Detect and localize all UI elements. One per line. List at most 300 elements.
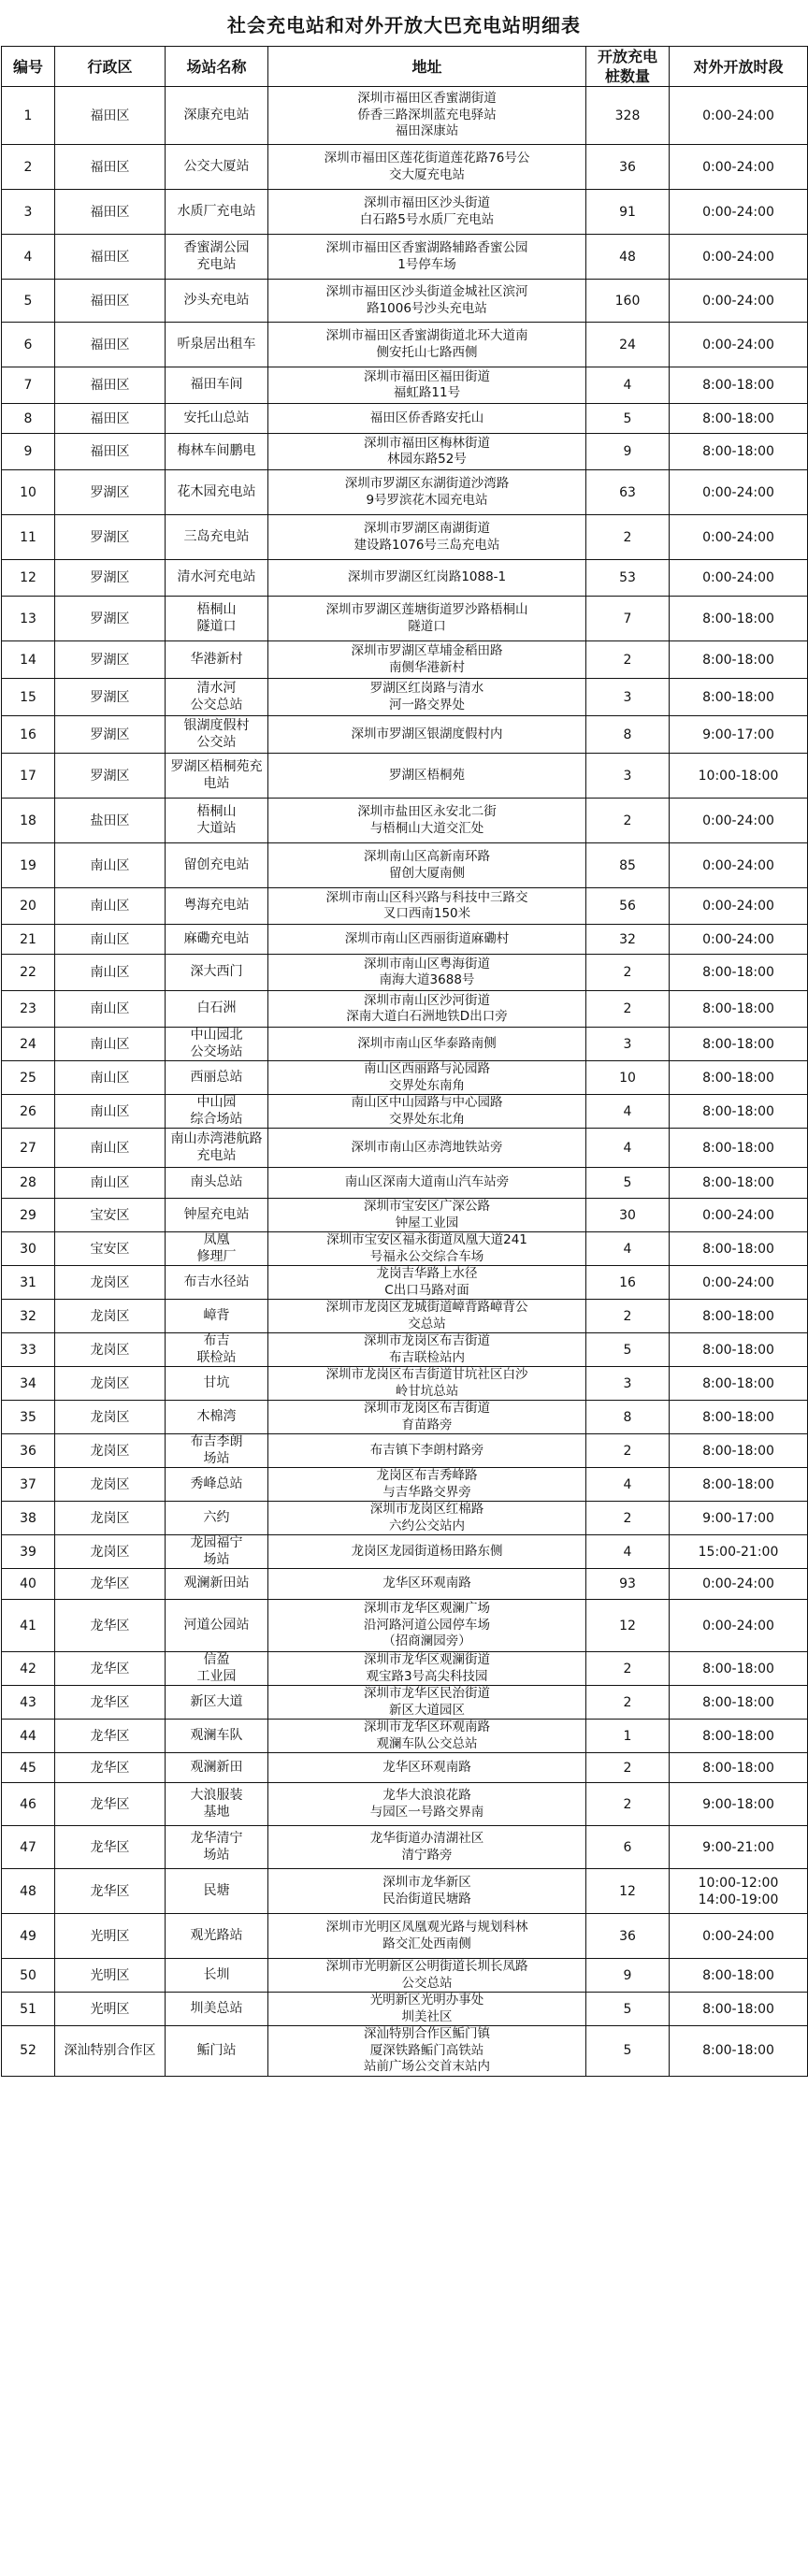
cell-station: 长圳 [166, 1959, 268, 1993]
table-row [2, 991, 808, 1028]
cell-address: 深圳市宝安区福永街道凤凰大道241 号福永公交综合车场 [268, 1232, 586, 1266]
cell-hours: 0:00-24:00 [670, 515, 808, 560]
cell-address: 南山区深南大道南山汽车站旁 [268, 1168, 586, 1199]
cell-address: 龙华区环观南路 [268, 1753, 586, 1783]
cell-address: 深圳市南山区沙河街道 深南大道白石洲地铁D出口旁 [268, 991, 586, 1028]
cell-no: 18 [2, 799, 55, 843]
cell-district: 罗湖区 [55, 641, 166, 679]
cell-no: 25 [2, 1061, 55, 1095]
table-row [2, 515, 808, 560]
cell-district: 罗湖区 [55, 597, 166, 641]
table-row [2, 1535, 808, 1569]
cell-district: 南山区 [55, 1129, 166, 1168]
cell-no: 35 [2, 1401, 55, 1434]
cell-hours: 8:00-18:00 [670, 1434, 808, 1468]
cell-address: 深圳市南山区赤湾地铁站旁 [268, 1129, 586, 1168]
cell-district: 龙华区 [55, 1652, 166, 1686]
cell-station: 南头总站 [166, 1168, 268, 1199]
cell-hours: 9:00-17:00 [670, 716, 808, 754]
cell-no: 6 [2, 323, 55, 367]
cell-address: 深圳市罗湖区莲塘街道罗沙路梧桐山 隧道口 [268, 597, 586, 641]
table-row [2, 145, 808, 190]
cell-address: 福田区侨香路安托山 [268, 404, 586, 434]
cell-hours: 8:00-18:00 [670, 991, 808, 1028]
cell-station: 民塘 [166, 1869, 268, 1914]
table-row [2, 1061, 808, 1095]
cell-piles: 2 [586, 1652, 670, 1686]
cell-no: 9 [2, 434, 55, 470]
cell-piles: 5 [586, 2026, 670, 2077]
cell-address: 龙华区环观南路 [268, 1569, 586, 1600]
cell-district: 龙华区 [55, 1600, 166, 1652]
cell-address: 深圳市龙华区环观南路 观澜车队公交总站 [268, 1720, 586, 1753]
cell-station: 秀峰总站 [166, 1468, 268, 1502]
cell-address: 深圳市龙华区民治街道 新区大道园区 [268, 1686, 586, 1720]
cell-hours: 8:00-18:00 [670, 1095, 808, 1129]
cell-station: 观澜新田站 [166, 1569, 268, 1600]
cell-hours: 0:00-24:00 [670, 1914, 808, 1959]
cell-district: 罗湖区 [55, 470, 166, 515]
cell-no: 39 [2, 1535, 55, 1569]
cell-no: 28 [2, 1168, 55, 1199]
cell-district: 福田区 [55, 145, 166, 190]
cell-address: 深圳市福田区福田街道 福虹路11号 [268, 367, 586, 404]
cell-address: 龙岗区布吉秀峰路 与吉华路交界旁 [268, 1468, 586, 1502]
cell-piles: 6 [586, 1826, 670, 1869]
cell-no: 23 [2, 991, 55, 1028]
cell-address: 深圳南山区高新南环路 留创大厦南侧 [268, 843, 586, 888]
cell-no: 33 [2, 1333, 55, 1367]
cell-hours: 0:00-24:00 [670, 280, 808, 323]
cell-hours: 8:00-18:00 [670, 2026, 808, 2077]
table-row [2, 1720, 808, 1753]
cell-piles: 36 [586, 1914, 670, 1959]
cell-piles: 10 [586, 1061, 670, 1095]
cell-district: 南山区 [55, 1168, 166, 1199]
table-row [2, 190, 808, 235]
cell-station: 甘坑 [166, 1367, 268, 1401]
cell-hours: 15:00-21:00 [670, 1535, 808, 1569]
table-row [2, 799, 808, 843]
cell-address: 深圳市龙岗区布吉街道甘坑社区白沙 岭甘坑总站 [268, 1367, 586, 1401]
cell-district: 福田区 [55, 87, 166, 145]
cell-district: 罗湖区 [55, 679, 166, 716]
cell-station: 观光路站 [166, 1914, 268, 1959]
cell-piles: 93 [586, 1569, 670, 1600]
cell-address: 深汕特别合作区鲘门镇 厦深铁路鲘门高铁站 站前广场公交首末站内 [268, 2026, 586, 2077]
cell-hours: 8:00-18:00 [670, 1720, 808, 1753]
cell-piles: 4 [586, 1535, 670, 1569]
table-row [2, 679, 808, 716]
cell-station: 福田车间 [166, 367, 268, 404]
cell-hours: 0:00-24:00 [670, 235, 808, 280]
cell-address: 深圳市罗湖区草埔金稻田路 南侧华港新村 [268, 641, 586, 679]
cell-address: 深圳市光明区凤凰观光路与规划科林 路交汇处西南侧 [268, 1914, 586, 1959]
cell-piles: 24 [586, 323, 670, 367]
cell-station: 南山赤湾港航路 充电站 [166, 1129, 268, 1168]
cell-no: 45 [2, 1753, 55, 1783]
table-row [2, 1652, 808, 1686]
cell-piles: 9 [586, 1959, 670, 1993]
cell-address: 深圳市龙岗区布吉街道 布吉联检站内 [268, 1333, 586, 1367]
table-row [2, 597, 808, 641]
cell-hours: 8:00-18:00 [670, 1686, 808, 1720]
cell-station: 观澜车队 [166, 1720, 268, 1753]
cell-hours: 0:00-24:00 [670, 1199, 808, 1232]
cell-address: 龙华街道办清湖社区 清宁路旁 [268, 1826, 586, 1869]
table-row [2, 280, 808, 323]
cell-district: 龙华区 [55, 1826, 166, 1869]
cell-hours: 0:00-24:00 [670, 323, 808, 367]
cell-no: 26 [2, 1095, 55, 1129]
cell-piles: 30 [586, 1199, 670, 1232]
cell-piles: 5 [586, 1168, 670, 1199]
cell-district: 光明区 [55, 1914, 166, 1959]
cell-district: 光明区 [55, 1959, 166, 1993]
cell-piles: 3 [586, 679, 670, 716]
cell-no: 34 [2, 1367, 55, 1401]
table-row [2, 1959, 808, 1993]
cell-hours: 8:00-18:00 [670, 1300, 808, 1333]
cell-no: 4 [2, 235, 55, 280]
cell-piles: 4 [586, 1129, 670, 1168]
cell-station: 布吉李朗 场站 [166, 1434, 268, 1468]
table-row [2, 1300, 808, 1333]
cell-hours: 0:00-24:00 [670, 888, 808, 925]
table-row [2, 1914, 808, 1959]
table-row [2, 1129, 808, 1168]
cell-hours: 10:00-12:00 14:00-19:00 [670, 1869, 808, 1914]
cell-district: 罗湖区 [55, 754, 166, 799]
cell-address: 深圳市罗湖区银湖度假村内 [268, 716, 586, 754]
table-row [2, 925, 808, 955]
cell-station: 布吉 联检站 [166, 1333, 268, 1367]
cell-district: 盐田区 [55, 799, 166, 843]
cell-piles: 12 [586, 1600, 670, 1652]
header-station: 场站名称 [166, 47, 268, 87]
cell-no: 19 [2, 843, 55, 888]
cell-piles: 3 [586, 754, 670, 799]
cell-hours: 0:00-24:00 [670, 87, 808, 145]
cell-piles: 36 [586, 145, 670, 190]
cell-no: 47 [2, 1826, 55, 1869]
cell-station: 观澜新田 [166, 1753, 268, 1783]
cell-district: 南山区 [55, 843, 166, 888]
cell-no: 8 [2, 404, 55, 434]
cell-piles: 63 [586, 470, 670, 515]
cell-no: 2 [2, 145, 55, 190]
cell-district: 龙岗区 [55, 1502, 166, 1535]
cell-no: 7 [2, 367, 55, 404]
cell-hours: 8:00-18:00 [670, 1959, 808, 1993]
cell-address: 深圳市罗湖区红岗路1088-1 [268, 560, 586, 597]
cell-hours: 8:00-18:00 [670, 1232, 808, 1266]
header-hours: 对外开放时段 [670, 47, 808, 87]
table-row [2, 1600, 808, 1652]
cell-station: 白石洲 [166, 991, 268, 1028]
cell-station: 花木园充电站 [166, 470, 268, 515]
cell-no: 36 [2, 1434, 55, 1468]
table-row [2, 2026, 808, 2077]
cell-hours: 8:00-18:00 [670, 367, 808, 404]
cell-station: 梧桐山 大道站 [166, 799, 268, 843]
cell-district: 龙华区 [55, 1686, 166, 1720]
cell-piles: 56 [586, 888, 670, 925]
cell-station: 华港新村 [166, 641, 268, 679]
cell-piles: 5 [586, 1333, 670, 1367]
cell-no: 3 [2, 190, 55, 235]
cell-district: 龙岗区 [55, 1535, 166, 1569]
cell-piles: 2 [586, 515, 670, 560]
cell-no: 49 [2, 1914, 55, 1959]
cell-hours: 8:00-18:00 [670, 1333, 808, 1367]
cell-piles: 2 [586, 1502, 670, 1535]
cell-hours: 8:00-18:00 [670, 1367, 808, 1401]
cell-no: 32 [2, 1300, 55, 1333]
cell-piles: 16 [586, 1266, 670, 1300]
cell-no: 37 [2, 1468, 55, 1502]
cell-address: 罗湖区红岗路与清水 河一路交界处 [268, 679, 586, 716]
cell-no: 30 [2, 1232, 55, 1266]
cell-district: 福田区 [55, 190, 166, 235]
cell-address: 龙岗吉华路上水径 C出口马路对面 [268, 1266, 586, 1300]
cell-hours: 0:00-24:00 [670, 1266, 808, 1300]
cell-hours: 8:00-18:00 [670, 1028, 808, 1061]
cell-address: 深圳市龙华区观澜街道 观宝路3号高尖科技园 [268, 1652, 586, 1686]
table-row [2, 1168, 808, 1199]
cell-no: 29 [2, 1199, 55, 1232]
cell-piles: 8 [586, 1401, 670, 1434]
table-row [2, 754, 808, 799]
table-row [2, 1095, 808, 1129]
cell-district: 龙岗区 [55, 1367, 166, 1401]
table-row [2, 641, 808, 679]
cell-district: 龙华区 [55, 1869, 166, 1914]
cell-district: 罗湖区 [55, 560, 166, 597]
cell-address: 深圳市南山区华泰路南侧 [268, 1028, 586, 1061]
cell-piles: 2 [586, 641, 670, 679]
cell-piles: 2 [586, 1434, 670, 1468]
cell-no: 21 [2, 925, 55, 955]
cell-piles: 4 [586, 367, 670, 404]
cell-no: 10 [2, 470, 55, 515]
cell-station: 中山园北 公交场站 [166, 1028, 268, 1061]
cell-no: 27 [2, 1129, 55, 1168]
cell-piles: 2 [586, 799, 670, 843]
cell-district: 南山区 [55, 955, 166, 991]
cell-district: 南山区 [55, 991, 166, 1028]
cell-district: 福田区 [55, 323, 166, 367]
cell-piles: 4 [586, 1095, 670, 1129]
cell-hours: 0:00-24:00 [670, 799, 808, 843]
table-row [2, 1028, 808, 1061]
cell-hours: 0:00-24:00 [670, 560, 808, 597]
cell-address: 深圳市龙华新区 民治街道民塘路 [268, 1869, 586, 1914]
cell-no: 17 [2, 754, 55, 799]
cell-district: 福田区 [55, 280, 166, 323]
cell-hours: 9:00-21:00 [670, 1826, 808, 1869]
table-row [2, 1468, 808, 1502]
cell-district: 南山区 [55, 1061, 166, 1095]
page-title: 社会充电站和对外开放大巴充电站明细表 [227, 13, 581, 36]
header-piles: 开放充电 桩数量 [586, 47, 670, 87]
cell-station: 凤凰 修理厂 [166, 1232, 268, 1266]
cell-station: 听泉居出租车 [166, 323, 268, 367]
cell-piles: 53 [586, 560, 670, 597]
table-row [2, 560, 808, 597]
table-row [2, 323, 808, 367]
cell-station: 深康充电站 [166, 87, 268, 145]
cell-station: 梧桐山 隧道口 [166, 597, 268, 641]
cell-piles: 3 [586, 1028, 670, 1061]
table-row [2, 1401, 808, 1434]
cell-piles: 2 [586, 1783, 670, 1826]
cell-hours: 0:00-24:00 [670, 470, 808, 515]
cell-station: 信盈 工业园 [166, 1652, 268, 1686]
cell-district: 南山区 [55, 925, 166, 955]
cell-address: 光明新区光明办事处 圳美社区 [268, 1993, 586, 2026]
cell-address: 深圳市龙岗区布吉街道 育苗路旁 [268, 1401, 586, 1434]
cell-hours: 8:00-18:00 [670, 434, 808, 470]
cell-address: 深圳市龙华区观澜广场 沿河路河道公园停车场 （招商澜园旁） [268, 1600, 586, 1652]
cell-no: 12 [2, 560, 55, 597]
table-row [2, 1753, 808, 1783]
cell-no: 13 [2, 597, 55, 641]
cell-hours: 8:00-18:00 [670, 1993, 808, 2026]
cell-no: 43 [2, 1686, 55, 1720]
cell-station: 三岛充电站 [166, 515, 268, 560]
cell-district: 福田区 [55, 235, 166, 280]
table-row [2, 1333, 808, 1367]
cell-hours: 0:00-24:00 [670, 1569, 808, 1600]
cell-station: 河道公园站 [166, 1600, 268, 1652]
cell-piles: 85 [586, 843, 670, 888]
cell-hours: 0:00-24:00 [670, 1600, 808, 1652]
cell-hours: 8:00-18:00 [670, 1401, 808, 1434]
table-row [2, 404, 808, 434]
cell-piles: 7 [586, 597, 670, 641]
cell-address: 龙岗区龙园街道杨田路东侧 [268, 1535, 586, 1569]
cell-station: 沙头充电站 [166, 280, 268, 323]
cell-piles: 2 [586, 1686, 670, 1720]
cell-no: 52 [2, 2026, 55, 2077]
table-row [2, 955, 808, 991]
cell-address: 深圳市福田区莲花街道莲花路76号公 交大厦充电站 [268, 145, 586, 190]
cell-no: 31 [2, 1266, 55, 1300]
cell-piles: 4 [586, 1468, 670, 1502]
cell-district: 罗湖区 [55, 515, 166, 560]
table-row [2, 87, 808, 145]
cell-station: 大浪服装 基地 [166, 1783, 268, 1826]
cell-address: 深圳市福田区香蜜湖街道 侨香三路深圳蓝充电驿站 福田深康站 [268, 87, 586, 145]
cell-no: 51 [2, 1993, 55, 2026]
cell-district: 龙华区 [55, 1720, 166, 1753]
cell-hours: 0:00-24:00 [670, 190, 808, 235]
cell-hours: 8:00-18:00 [670, 1168, 808, 1199]
table-row [2, 1502, 808, 1535]
cell-piles: 9 [586, 434, 670, 470]
cell-district: 龙岗区 [55, 1401, 166, 1434]
cell-no: 14 [2, 641, 55, 679]
cell-piles: 2 [586, 955, 670, 991]
cell-station: 公交大厦站 [166, 145, 268, 190]
cell-piles: 8 [586, 716, 670, 754]
cell-no: 40 [2, 1569, 55, 1600]
cell-no: 38 [2, 1502, 55, 1535]
cell-hours: 8:00-18:00 [670, 955, 808, 991]
table-row [2, 470, 808, 515]
cell-station: 西丽总站 [166, 1061, 268, 1095]
cell-piles: 3 [586, 1367, 670, 1401]
header-address: 地址 [268, 47, 586, 87]
table-row [2, 1232, 808, 1266]
cell-station: 安托山总站 [166, 404, 268, 434]
cell-district: 福田区 [55, 434, 166, 470]
station-table [1, 46, 808, 2077]
cell-address: 南山区西丽路与沁园路 交界处东南角 [268, 1061, 586, 1095]
table-row [2, 1783, 808, 1826]
cell-district: 宝安区 [55, 1232, 166, 1266]
cell-no: 46 [2, 1783, 55, 1826]
table-row [2, 1367, 808, 1401]
cell-no: 1 [2, 87, 55, 145]
cell-district: 南山区 [55, 888, 166, 925]
cell-station: 新区大道 [166, 1686, 268, 1720]
cell-district: 龙华区 [55, 1783, 166, 1826]
cell-no: 41 [2, 1600, 55, 1652]
table-row [2, 1266, 808, 1300]
cell-piles: 12 [586, 1869, 670, 1914]
cell-district: 龙岗区 [55, 1333, 166, 1367]
table-row [2, 1826, 808, 1869]
cell-hours: 8:00-18:00 [670, 641, 808, 679]
cell-district: 龙岗区 [55, 1434, 166, 1468]
cell-hours: 0:00-24:00 [670, 145, 808, 190]
cell-district: 深汕特别合作区 [55, 2026, 166, 2077]
cell-station: 留创充电站 [166, 843, 268, 888]
cell-no: 11 [2, 515, 55, 560]
cell-station: 布吉水径站 [166, 1266, 268, 1300]
cell-address: 深圳市龙岗区红棉路 六约公交站内 [268, 1502, 586, 1535]
cell-no: 15 [2, 679, 55, 716]
cell-hours: 8:00-18:00 [670, 1129, 808, 1168]
table-row [2, 367, 808, 404]
table-row [2, 1686, 808, 1720]
cell-hours: 8:00-18:00 [670, 1061, 808, 1095]
cell-no: 44 [2, 1720, 55, 1753]
cell-station: 木棉湾 [166, 1401, 268, 1434]
cell-station: 嶂背 [166, 1300, 268, 1333]
cell-address: 深圳市福田区沙头街道 白石路5号水质厂充电站 [268, 190, 586, 235]
cell-district: 光明区 [55, 1993, 166, 2026]
cell-no: 50 [2, 1959, 55, 1993]
cell-station: 水质厂充电站 [166, 190, 268, 235]
cell-station: 梅林车间鹏电 [166, 434, 268, 470]
cell-hours: 8:00-18:00 [670, 1468, 808, 1502]
cell-no: 24 [2, 1028, 55, 1061]
cell-address: 深圳市福田区沙头街道金城社区滨河 路1006号沙头充电站 [268, 280, 586, 323]
cell-station: 钟屋充电站 [166, 1199, 268, 1232]
cell-address: 罗湖区梧桐苑 [268, 754, 586, 799]
cell-station: 清水河 公交总站 [166, 679, 268, 716]
cell-address: 深圳市龙岗区龙城街道嶂背路嶂背公 交总站 [268, 1300, 586, 1333]
table-row [2, 434, 808, 470]
cell-no: 5 [2, 280, 55, 323]
cell-piles: 5 [586, 1993, 670, 2026]
cell-address: 布吉镇下李朗村路旁 [268, 1434, 586, 1468]
cell-piles: 4 [586, 1232, 670, 1266]
table-row [2, 888, 808, 925]
